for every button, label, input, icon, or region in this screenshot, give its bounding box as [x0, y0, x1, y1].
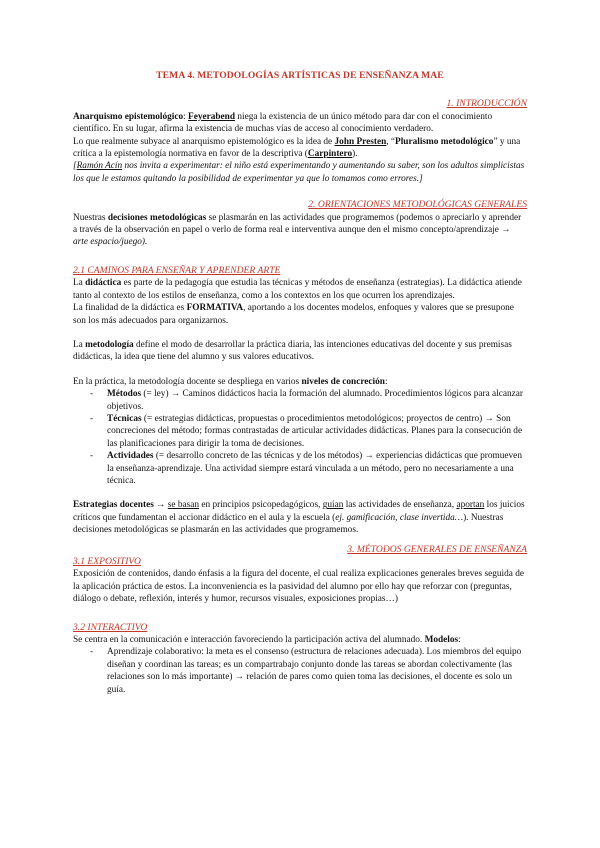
spacer — [73, 185, 527, 197]
text: (= estrategias didácticas, propuestas o procedimientos metodológicos; proyectos de centro) → Son concreciones del método; formas contrastadas de articular actividades didácticas. Planes para la consecución de las planificaciones para dirigir la toma de decisiones. — [107, 413, 523, 449]
term: didáctica — [85, 278, 122, 289]
text: ). Nuestras decisiones metodológicas se plasmarán en las actividades que programemos. — [73, 512, 504, 536]
text: ). — [352, 149, 358, 160]
spacer — [73, 487, 527, 499]
term: Pluralismo metodológico — [395, 136, 494, 147]
section-heading-expositivo: 3.1 EXPOSITIVO — [73, 556, 141, 567]
text: los juicios críticos que fundamentan el accionar didáctico en el aula y la escuela ( — [73, 500, 525, 523]
text: La — [73, 339, 86, 350]
term: FORMATIVA — [186, 303, 244, 314]
text: ej. gamificación, clase invertida… — [335, 512, 464, 523]
niveles-list — [73, 388, 527, 487]
list-item — [92, 450, 527, 487]
intro-quote — [73, 160, 527, 185]
text: : — [183, 111, 189, 122]
list-item — [92, 413, 527, 450]
document-page — [73, 70, 527, 696]
spacer — [73, 364, 527, 376]
author-name: Ramón Acín — [76, 161, 123, 172]
author-name: John Presten — [334, 136, 387, 147]
term: Estrategias docentes — [73, 500, 154, 511]
orientaciones-paragraph — [73, 212, 527, 249]
text: nos invita a experimentar: el niño está experimentando y aumentando su saber, son los adultos simplicistas los que le estamos quitando la posibilidad de experimentar ya que lo tomamos como errores.] — [73, 161, 525, 184]
term: Anarquismo epistemológico — [73, 111, 184, 122]
term: niveles de concreción — [301, 376, 385, 387]
term: Modelos — [424, 635, 459, 646]
text: niega la existencia de un único método para dar con el conocimiento científico. En su lugar, afirma la existencia de muchas vías de acceso al conocimiento verdadero. — [73, 111, 493, 135]
text: , “ — [386, 136, 396, 147]
text: define el modo de desarrollar la práctica diaria, las intenciones educativas del docente y sus premisas didácticas, la idea que tiene del alumno y sus valores educativos. — [73, 339, 512, 363]
spacer — [73, 327, 527, 339]
interactivo-paragraph — [73, 634, 527, 646]
finalidad-paragraph — [73, 302, 527, 327]
section-heading-metodos: 3. MÉTODOS GENERALES DE ENSEÑANZA — [347, 543, 527, 555]
document-title: TEMA 4. METODOLOGÍAS ARTÍSTICAS DE ENSEÑANZA MAE — [156, 70, 444, 81]
text: se basan — [167, 500, 200, 511]
estrategias-paragraph — [73, 499, 527, 536]
text: , aportando a los docentes modelos, enfoques y valores que se presupone son los más adecuados para organizarnos. — [73, 303, 514, 326]
term: Técnicas — [107, 413, 142, 424]
niveles-paragraph — [73, 376, 527, 388]
text: en principios psicopedagógicos, — [199, 500, 323, 511]
term: decisiones metodológicas — [107, 212, 207, 223]
text: : — [384, 376, 388, 387]
didactica-paragraph — [73, 277, 527, 302]
author-name: Carpintero — [307, 149, 353, 160]
intro-paragraph-1 — [73, 111, 527, 136]
modelos-list — [73, 646, 527, 696]
spacer — [73, 249, 527, 261]
text: : — [458, 635, 461, 646]
spacer — [73, 537, 527, 542]
text: [ — [73, 161, 77, 172]
text: ” y una crítica a la epistemología normativa en favor de la descriptiva ( — [73, 136, 521, 160]
text: (= desarrollo concreto de las técnicas y de los métodos) → experiencias didácticas que promueven la enseñanza-aprendizaje. Una actividad siempre estará vinculada a un método, pero no necesariamente a una técnica. — [107, 451, 522, 486]
intro-paragraph-2 — [73, 136, 527, 161]
term: metodología — [85, 339, 134, 350]
text: La finalidad de la didáctica es — [73, 303, 187, 314]
text: aportan — [456, 500, 485, 511]
section-heading-caminos: 2.1 CAMINOS PARA ENSEÑAR Y APRENDER ARTE — [73, 264, 281, 276]
text: (= ley) → Caminos didácticos hacia la formación del alumnado. Procedimientos lógicos para alcanzar objetivos. — [107, 389, 523, 412]
text: se plasmarán en las actividades que programemos (podemos o apreciarlo y aprender a través de la observación en papel o verlo de forma real e interventiva aunque den el mismo concepto/aprendizaje → — [73, 212, 522, 236]
text: La — [73, 278, 86, 289]
list-item — [92, 388, 527, 413]
text: guían — [322, 500, 344, 511]
list-item: - Aprendizaje colaborativo: la meta es el consenso (estructura de relaciones adecuada). Los miembros del equipo diseñan y coordinan las tareas; es un compartrabajo conjunto donde las tareas se abordan colectivamente (las relaciones son lo más importante) → relación de pares como quien toma las decisiones, el docente es solo un guía. — [92, 646, 527, 696]
text: las actividades de enseñanza, — [343, 500, 457, 511]
section-heading-interactivo: 3.2 INTERACTIVO — [73, 621, 148, 633]
text: Nuestras — [73, 212, 108, 223]
text: es parte de la pedagogía que estudia las técnicas y métodos de enseñanza (estrategias). La didáctica atiende tanto al contexto de los estilos de enseñanza, como a los contextos en los que ocurren los aprendizajes. — [73, 278, 522, 301]
author-name: Feyerabend — [188, 111, 236, 122]
spacer — [73, 606, 527, 618]
text: Se centra en la comunicación e interacción favoreciendo la participación activa del alumnado. — [73, 635, 425, 646]
expositivo-paragraph: Exposición de contenidos, dando énfasis a la figura del docente, el cual realiza explicaciones generales breves seguida de la aplicación práctica de estos. La inconveniencia es la pasividad del alumno por ello hay que reforzar con (preguntas, diálogo o debate, reflexión, interés y humor, recursos visuales, exposiciones propias…) — [73, 569, 524, 605]
term: Métodos — [107, 389, 142, 400]
metodologia-paragraph — [73, 339, 527, 364]
section-heading-introduccion: 1. INTRODUCCIÓN — [446, 98, 527, 110]
text: En la práctica, la metodología docente se despliega en varios — [73, 376, 302, 387]
text: → — [153, 500, 168, 511]
text: arte espacio/juego). — [73, 237, 148, 248]
section-heading-orientaciones: 2. ORIENTACIONES METODOLÓGICAS GENERALES — [308, 199, 527, 211]
text: Lo que realmente subyace al anarquismo epistemológico es la idea de — [73, 136, 335, 147]
term: Actividades — [107, 451, 154, 462]
